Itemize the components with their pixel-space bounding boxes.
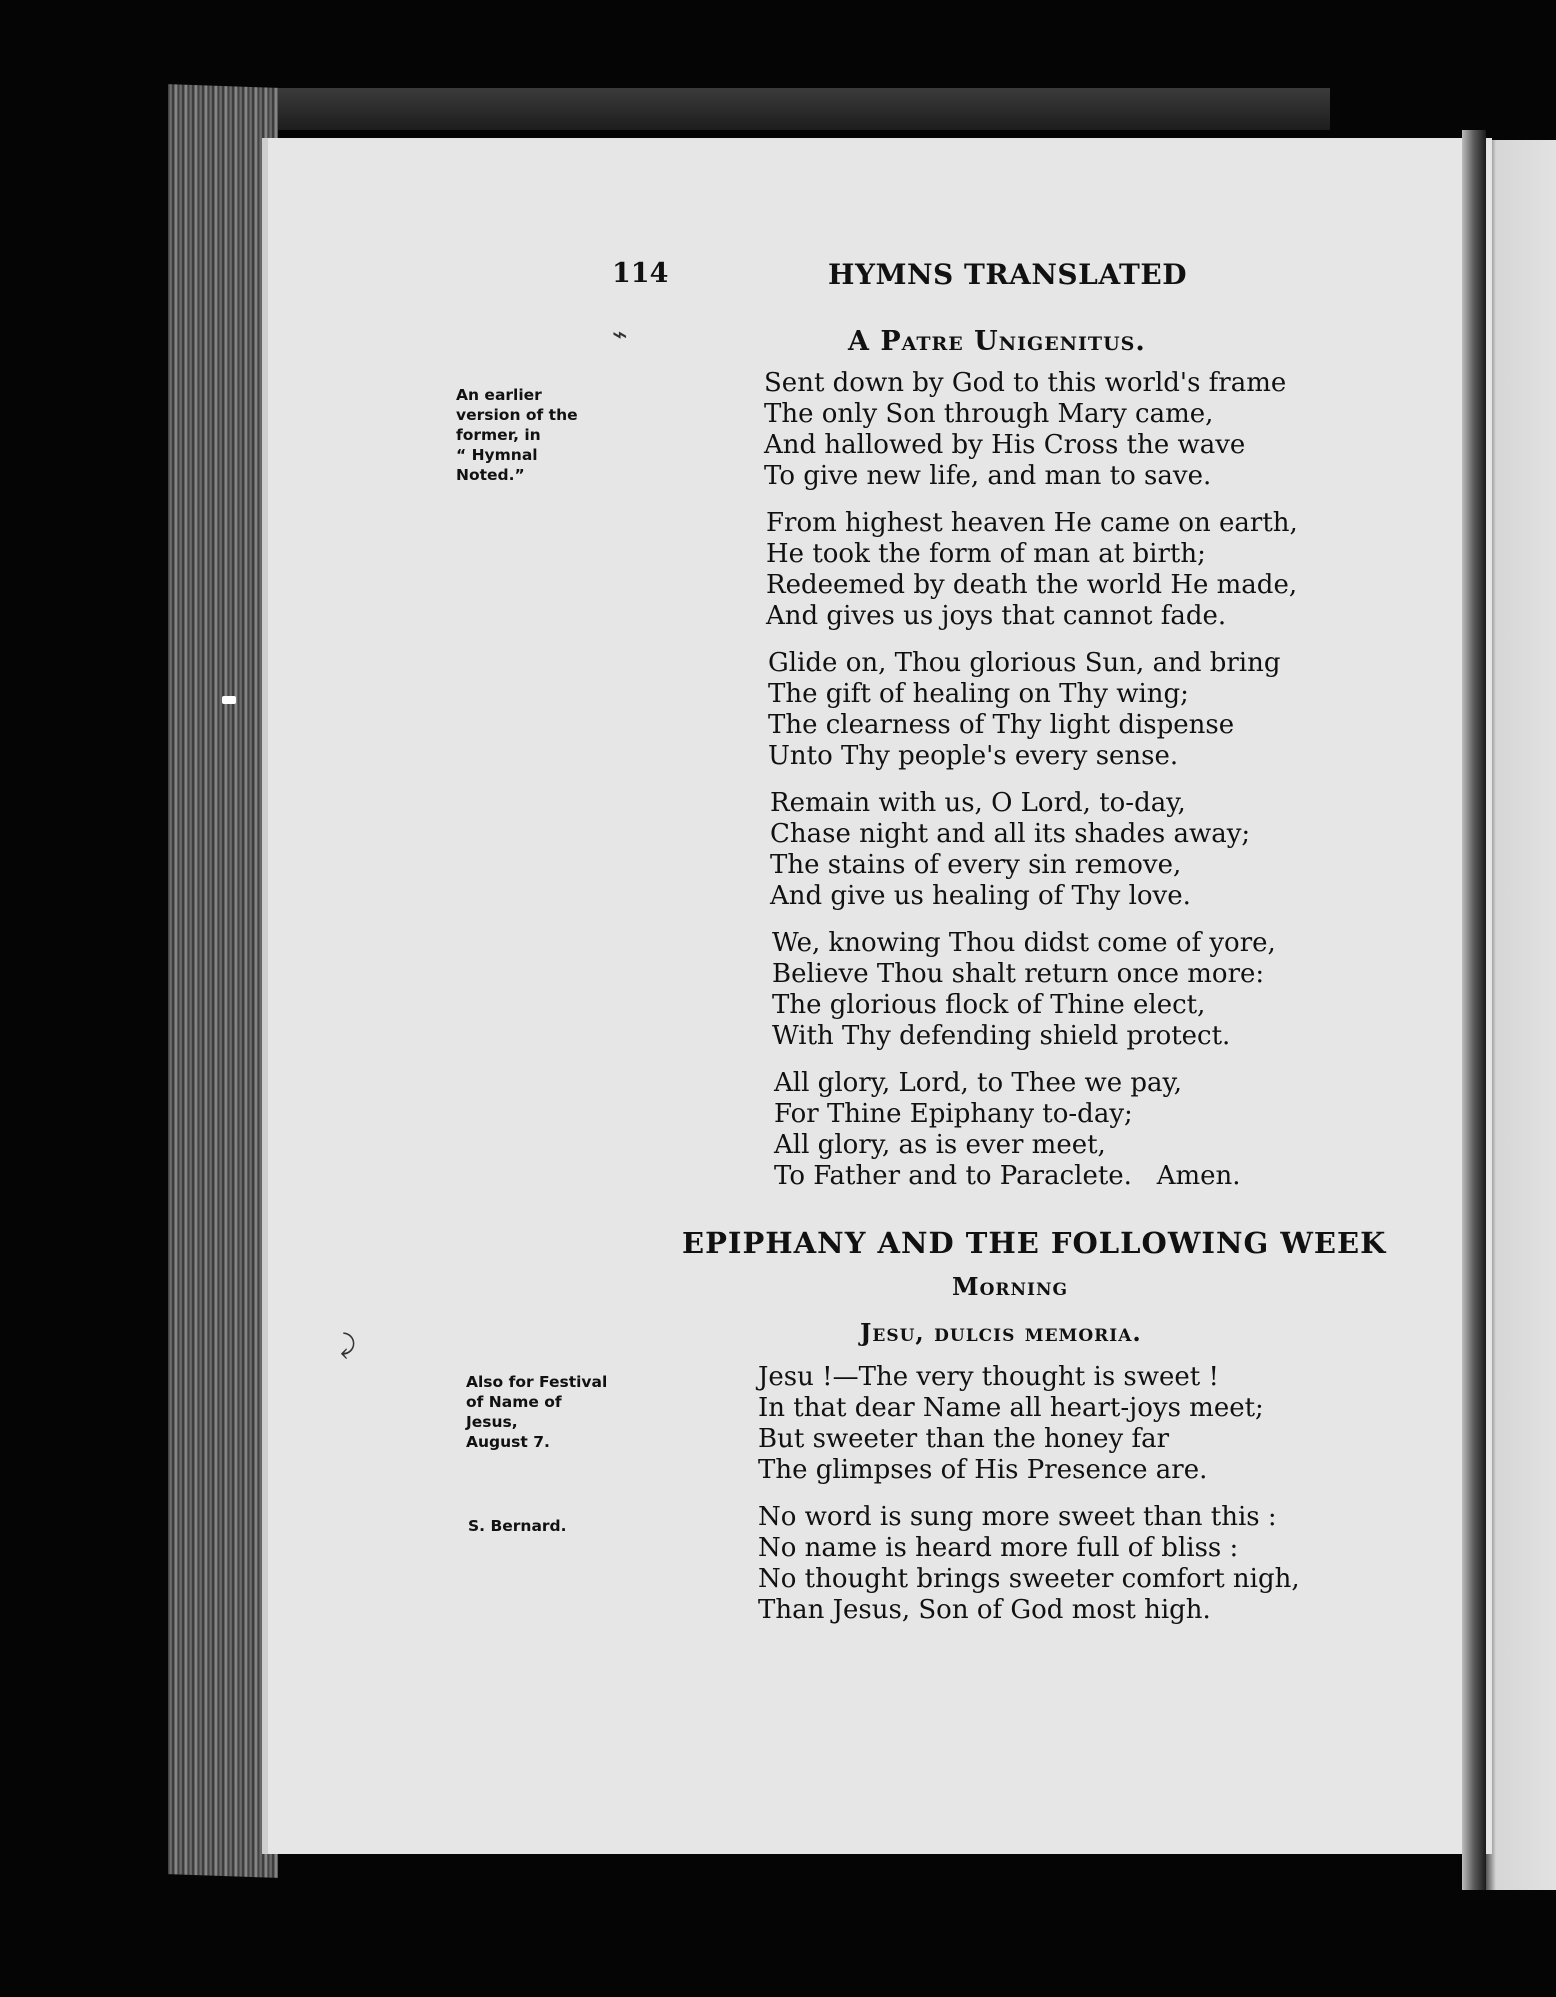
paper-speck <box>222 696 236 704</box>
stanza: We, knowing Thou didst come of yore, Believe Thou shalt return once more: The glorious flock of Thine elect, With Thy defending shield protect. <box>772 928 1276 1051</box>
stanza: Jesu !—The very thought is sweet ! In that dear Name all heart-joys meet; But sweeter than the honey far The glimpses of His Presence are. <box>758 1362 1264 1485</box>
stanza: No word is sung more sweet than this : No name is heard more full of bliss : No thought brings sweeter comfort nigh, Than Jesus, Son of God most high. <box>758 1502 1300 1625</box>
book-top-edge <box>190 88 1330 130</box>
page-gutter <box>1462 130 1486 1890</box>
margin-note: Also for Festival of Name of Jesus, August 7. <box>466 1373 608 1451</box>
margin-note: An earlier version of the former, in “ Hymnal Noted.” <box>456 386 578 484</box>
running-head <box>0 258 1556 298</box>
hymn-title: Jesu, dulcis memoria. <box>860 1318 1142 1347</box>
section-subheading: Morning <box>952 1272 1069 1301</box>
running-title: HYMNS TRANSLATED <box>828 258 1187 291</box>
stanza: Sent down by God to this world's frame The only Son through Mary came, And hallowed by His Cross the wave To give new life, and man to save. <box>764 368 1287 491</box>
pencil-mark: ⤸ <box>340 1330 356 1360</box>
stanza: Remain with us, O Lord, to-day, Chase night and all its shades away; The stains of every sin remove, And give us healing of Thy love. <box>770 788 1251 911</box>
stanza: From highest heaven He came on earth, He took the form of man at birth; Redeemed by death the world He made, And gives us joys that cannot fade. <box>766 508 1298 631</box>
page-number: 114 <box>612 258 669 289</box>
stanza: Glide on, Thou glorious Sun, and bring The gift of healing on Thy wing; The clearness of Thy light dispense Unto Thy people's every sense. <box>768 648 1281 771</box>
hymn-title: A Patre Unigenitus. <box>848 326 1146 357</box>
pencil-mark: ⌁ <box>612 320 628 350</box>
stanza: All glory, Lord, to Thee we pay, For Thine Epiphany to-day; All glory, as is ever meet, To Father and to Paraclete. Amen. <box>774 1068 1241 1191</box>
section-heading: EPIPHANY AND THE FOLLOWING WEEK <box>682 1226 1387 1260</box>
author-note: S. Bernard. <box>468 1517 567 1535</box>
